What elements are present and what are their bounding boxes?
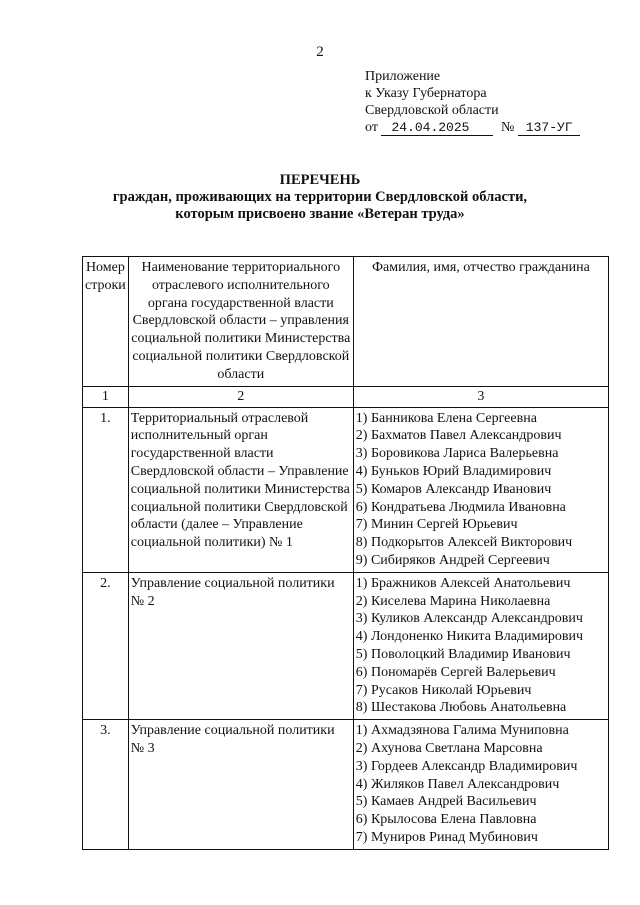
header-full-name: Фамилия, имя, отчество гражданина xyxy=(353,257,608,387)
citizen-name: 1) Бражников Алексей Анатольевич xyxy=(355,575,571,591)
title-line-1: ПЕРЕЧЕНЬ xyxy=(279,172,361,188)
decree-date-field xyxy=(381,121,493,136)
citizen-name: 1) Банникова Елена Сергеевна xyxy=(355,410,537,426)
organization-name: Управление социальной политики № 3 xyxy=(128,720,353,850)
table-header-row xyxy=(83,257,609,387)
header-organization: Наименование территориального отраслевого исполнительного органа государственной власти Свердловской области – управления социальной политики Министерства социальной политики Свердловской области xyxy=(128,257,353,387)
citizen-name: 2) Киселева Марина Николаевна xyxy=(355,593,551,609)
citizen-name: 6) Пономарёв Сергей Валерьевич xyxy=(355,664,556,680)
citizen-name: 5) Камаев Андрей Васильевич xyxy=(355,794,537,810)
citizen-name: 2) Бахматов Павел Александрович xyxy=(355,428,562,444)
citizen-name: 8) Шестакова Любовь Анатольевна xyxy=(355,700,567,716)
citizen-name: 7) Русаков Николай Юрьевич xyxy=(355,682,532,698)
index-cell: 1 xyxy=(83,386,129,407)
citizen-name: 6) Крылосова Елена Павловна xyxy=(355,812,537,828)
citizen-list xyxy=(353,720,608,850)
table-row xyxy=(83,572,609,719)
row-number: 1. xyxy=(83,407,129,572)
table-row xyxy=(83,407,609,572)
decree-date: 24.04.2025 xyxy=(391,120,470,135)
table-row xyxy=(83,720,609,850)
index-cell: 2 xyxy=(128,386,353,407)
citizen-list xyxy=(353,572,608,719)
citizen-name: 7) Минин Сергей Юрьевич xyxy=(355,517,518,533)
index-cell: 3 xyxy=(353,386,608,407)
citizen-name: 3) Куликов Александр Александрович xyxy=(355,611,583,627)
citizen-name: 3) Боровикова Лариса Валерьевна xyxy=(355,446,559,462)
appendix-block xyxy=(365,68,580,136)
decree-number-field xyxy=(518,121,580,136)
veterans-table xyxy=(82,256,609,850)
citizen-name: 6) Кондратьева Людмила Ивановна xyxy=(355,499,566,515)
title-line-2: граждан, проживающих на территории Свердловской области, xyxy=(112,189,528,205)
citizen-name: 2) Ахунова Светлана Марсовна xyxy=(355,740,543,756)
citizen-name: 5) Комаров Александр Иванович xyxy=(355,481,552,497)
appendix-line-1: Приложение xyxy=(365,69,441,84)
from-label: от xyxy=(365,120,378,135)
citizen-name: 4) Лондоненко Никита Владимирович xyxy=(355,629,584,645)
title-line-3: которым присвоено звание «Ветеран труда» xyxy=(175,206,465,222)
decree-reference xyxy=(365,119,580,136)
citizen-name: 4) Буньков Юрий Владимирович xyxy=(355,463,552,479)
appendix-line-2: к Указу Губернатора xyxy=(365,86,487,101)
citizen-name: 8) Подкорытов Алексей Викторович xyxy=(355,535,573,551)
citizen-name: 5) Поволоцкий Владимир Иванович xyxy=(355,646,571,662)
citizen-name: 3) Гордеев Александр Владимирович xyxy=(355,758,578,774)
citizen-name: 4) Жиляков Павел Александрович xyxy=(355,776,560,792)
decree-number: 137-УГ xyxy=(525,120,573,135)
citizen-list xyxy=(353,407,608,572)
page-number: 2 xyxy=(316,44,324,60)
row-number: 2. xyxy=(83,572,129,719)
document-title xyxy=(0,172,640,223)
organization-name: Управление социальной политики № 2 xyxy=(128,572,353,719)
appendix-line-3: Свердловской области xyxy=(365,103,499,118)
table-index-row xyxy=(83,386,609,407)
citizen-name: 1) Ахмадзянова Галима Муниповна xyxy=(355,723,569,739)
number-label: № xyxy=(500,120,515,135)
header-line-number: Номер строки xyxy=(83,257,129,387)
row-number: 3. xyxy=(83,720,129,850)
organization-name: Территориальный отраслевой исполнительный орган государственной власти Свердловской области – Управление социальной политики Министерства социальной политики Свердловской области (далее – Управление социальной политики) № 1 xyxy=(128,407,353,572)
citizen-name: 9) Сибиряков Андрей Сергеевич xyxy=(355,552,550,568)
citizen-name: 7) Муниров Ринад Мубинович xyxy=(355,829,538,845)
